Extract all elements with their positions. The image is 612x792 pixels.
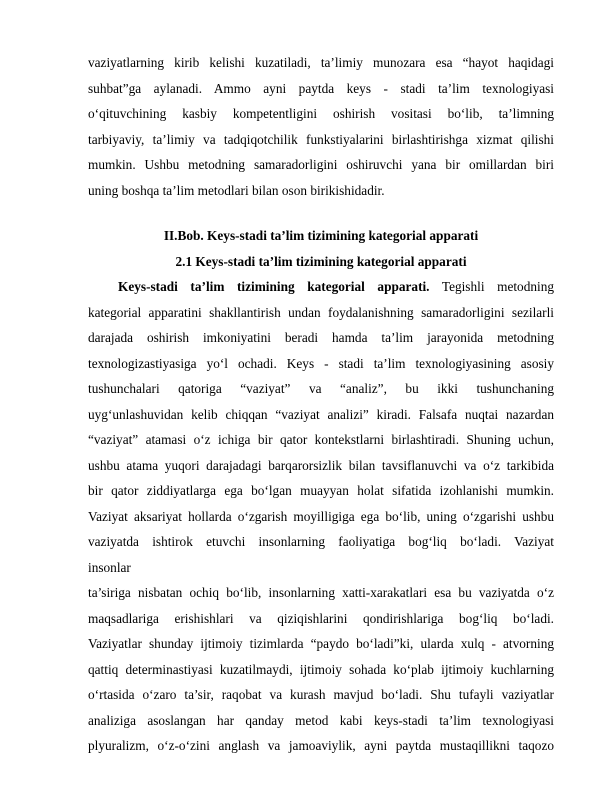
text-line: o‘rtasida o‘zaro ta’sir, raqobat va kurash mavjud bo‘ladi. Shu tufayli vaziyatlar [88,687,554,702]
text-line: bir qator ziddiyatlarga ega bo‘lgan muayyan holat sifatida izohlanishi mumkin. [88,483,554,498]
text-line: texnologizastiyasiga yo‘l ochadi. Keys - stadi ta’lim texnologiyasining asosiy [88,355,554,371]
text-line: uyg‘unlashuvidan kelib chiqqan “vaziyat analizi” kiradi. Falsafa nuqtai nazardan [88,406,554,422]
chapter-heading: II.Bob. Keys-stadi ta’lim tizimining kategorial apparati [163,228,479,243]
text-line: tushunchalari qatoriga “vaziyat” va “analiz”, bu ikki tushunchaning [88,381,554,396]
text-line: mumkin. Ushbu metodning samaradorligini oshiruvchi yana bir omillardan biri [88,157,554,172]
text-line: qattiq determinastiyasi kuzatilmaydi, ijtimoiy sohada ko‘plab ijtimoiy kuchlarning [88,661,554,677]
text-line: kategorial apparatini shakllantirish undan foydalanishning samaradorligini sezilarli [88,304,554,320]
document-page [88,50,554,759]
text-line: Vaziyat aksariyat hollarda o‘zgarish moyilligiga ega bo‘lib, uning o‘zgarishi ushbu [88,508,554,524]
lead-term: Keys-stadi ta’lim tizimining kategorial apparati. [118,279,430,294]
text-line: darajada oshirish imkoniyatini beradi hamda ta’lim jarayonida metodning [88,330,554,345]
paragraph-situation [88,580,554,759]
text-line: tarbiyaviy, ta’limiy va tadqiqotchilik funkstiyalarini birlashtirishga xizmat qilishi [88,131,554,147]
text-line: suhbat”ga aylanadi. Ammo ayni paytda keys - stadi ta’lim texnologiyasi [88,80,554,96]
text-line: insonlar [88,559,131,575]
paragraph-intro [88,50,554,203]
text-line: ushbu atama yuqori darajadagi barqarorsizlik bilan tavsiflanuvchi va o‘z tarkibida [88,457,554,473]
text-line: plyuralizm, o‘z-o‘zini anglash va jamoaviylik, ayni paytda mustaqillikni taqozo [88,738,554,753]
text-line: uning boshqa ta’lim metodlari bilan oson birikishidadir. [88,182,385,198]
paragraph-categorial-apparatus [88,274,554,580]
text-line: maqsadlariga erishishlari va qiziqishlarini qondirishlariga bog‘liq bo‘ladi. [88,610,554,626]
lead-rest: Tegishli metodning [429,279,554,294]
section-heading: 2.1 Keys-stadi ta’lim tizimining kategorial apparati [175,253,467,269]
text-line: o‘qituvchining kasbiy kompetentligini oshirish vositasi bo‘lib, ta’limning [88,106,554,121]
paragraph-spacer [88,203,554,223]
text-line: “vaziyat” atamasi o‘z ichiga bir qator kontekstlarni birlashtiradi. Shuning uchun, [88,432,554,447]
text-line: vaziyatlarning kirib kelishi kuzatiladi, ta’limiy munozara esa “hayot haqidagi [88,55,554,70]
text-line: ta’siriga nisbatan ochiq bo‘lib, insonlarning xatti-xarakatlari esa bu vaziyatda o‘z [88,585,554,600]
text-line: analiziga asoslangan har qanday metod kabi keys-stadi ta’lim texnologiyasi [88,712,554,728]
text-line: Vaziyatlar shunday ijtimoiy tizimlarda “paydo bo‘ladi”ki, ularda xulq - atvorning [88,636,554,651]
text-line-lead [88,274,554,300]
text-line: vaziyatda ishtirok etuvchi insonlarning faoliyatiga bog‘liq bo‘ladi. Vaziyat [88,534,554,549]
